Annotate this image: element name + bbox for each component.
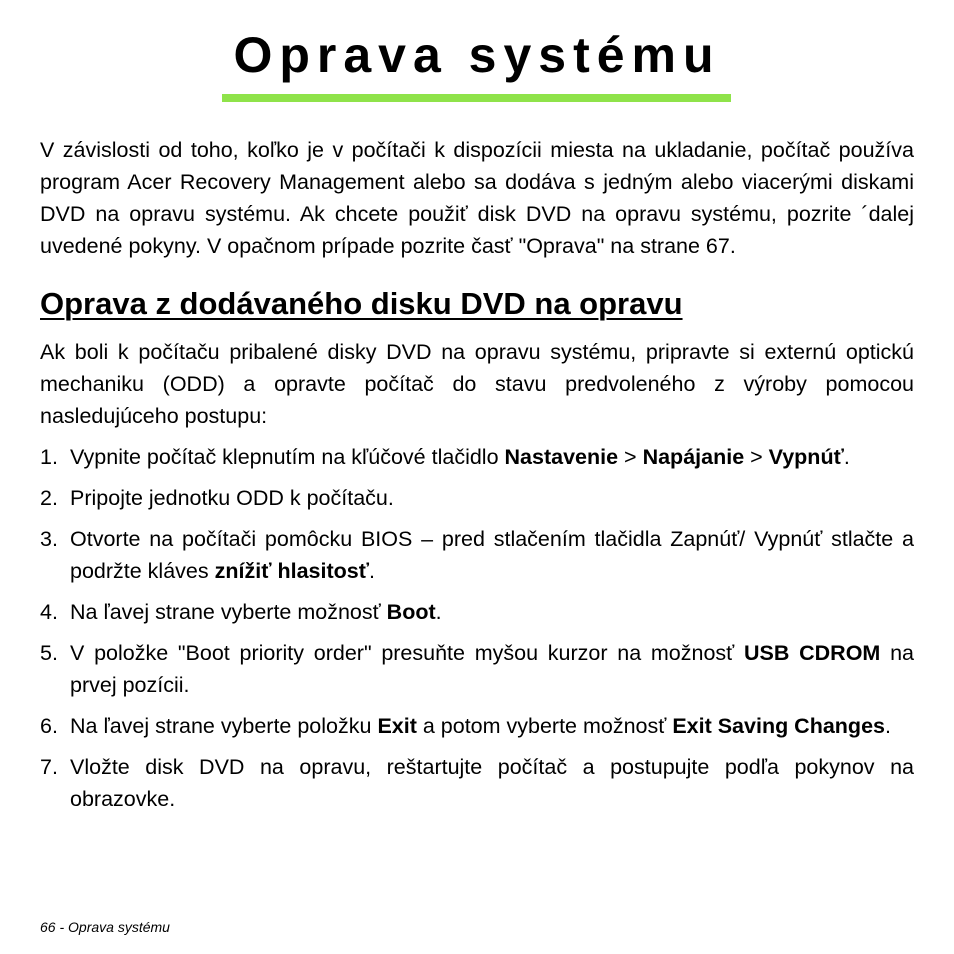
step-text xyxy=(70,482,914,514)
step-text-run: . xyxy=(435,600,442,624)
title-underline-rule xyxy=(222,94,731,102)
step-item xyxy=(40,637,914,701)
step-keyword: USB CDROM xyxy=(743,641,881,665)
step-text-run: > xyxy=(744,445,769,469)
step-text-run: . xyxy=(369,559,375,583)
step-text-run: Otvorte na počítači pomôcku BIOS – pred stlačením tlačidla Zapnúť/ Vypnúť stlačte a podržte kláves xyxy=(70,527,914,583)
section-intro-paragraph: Ak boli k počítaču pribalené disky DVD na opravu systému, pripravte si externú optickú mechaniku (ODD) a opravte počítač do stavu predvoleného z výroby pomocou nasledujúceho postupu: xyxy=(40,340,914,428)
step-text-run: a potom vyberte možnosť xyxy=(416,714,673,738)
step-text xyxy=(70,637,914,701)
section-heading: Oprava z dodávaného disku DVD na opravu xyxy=(40,286,683,321)
step-keyword: Exit Saving Changes xyxy=(672,714,885,738)
step-number: 4. xyxy=(40,600,58,624)
step-text-run: Na ľavej strane vyberte položku xyxy=(70,714,378,738)
step-text-run: Vypnite počítač klepnutím na kľúčové tlačidlo xyxy=(70,445,505,469)
step-number: 2. xyxy=(40,486,58,510)
step-number: 5. xyxy=(40,641,58,665)
step-text-run: > xyxy=(618,445,643,469)
step-keyword: znížiť hlasitosť xyxy=(214,559,370,583)
step-text xyxy=(70,751,914,815)
page-content xyxy=(40,134,914,824)
step-item xyxy=(40,751,914,815)
step-keyword: Nastavenie xyxy=(504,445,619,469)
step-number: 7. xyxy=(40,755,58,779)
step-text-run: Vložte disk DVD na opravu, reštartujte počítač a postupujte podľa pokynov na obrazovke. xyxy=(70,755,914,811)
step-keyword: Vypnúť xyxy=(768,445,844,469)
step-item xyxy=(40,441,914,473)
step-item xyxy=(40,482,914,514)
step-text-run: na prvej pozícii. xyxy=(70,641,914,697)
step-text-run: . xyxy=(843,445,850,469)
step-text xyxy=(70,710,914,742)
step-text-run: . xyxy=(884,714,891,738)
step-item xyxy=(40,596,914,628)
step-number: 1. xyxy=(40,445,58,469)
step-text-run: Pripojte jednotku ODD k počítaču. xyxy=(70,486,394,510)
step-text xyxy=(70,596,914,628)
steps-list xyxy=(40,441,914,815)
step-item xyxy=(40,523,914,587)
page-title: Oprava systému xyxy=(233,27,721,83)
step-number: 6. xyxy=(40,714,58,738)
step-number: 3. xyxy=(40,527,58,551)
page-footer: 66 - Oprava systému xyxy=(40,919,170,935)
intro-paragraph: V závislosti od toho, koľko je v počítači k dispozícii miesta na ukladanie, počítač používa program Acer Recovery Management alebo sa dodáva s jedným alebo viacerými diskami DVD na opravu systému. Ak chcete použiť disk DVD na opravu systému, pozrite ´dalej uvedené pokyny. V opačnom prípade pozrite časť "Oprava" na strane 67. xyxy=(40,138,914,258)
step-text-run: Na ľavej strane vyberte možnosť xyxy=(70,600,387,624)
step-keyword: Exit xyxy=(377,714,417,738)
step-keyword: Boot xyxy=(386,600,436,624)
step-text-run: V položke "Boot priority order" presuňte myšou kurzor na možnosť xyxy=(70,641,744,665)
step-item xyxy=(40,710,914,742)
step-keyword: Napájanie xyxy=(642,445,745,469)
step-text xyxy=(70,523,914,587)
step-text xyxy=(70,441,914,473)
